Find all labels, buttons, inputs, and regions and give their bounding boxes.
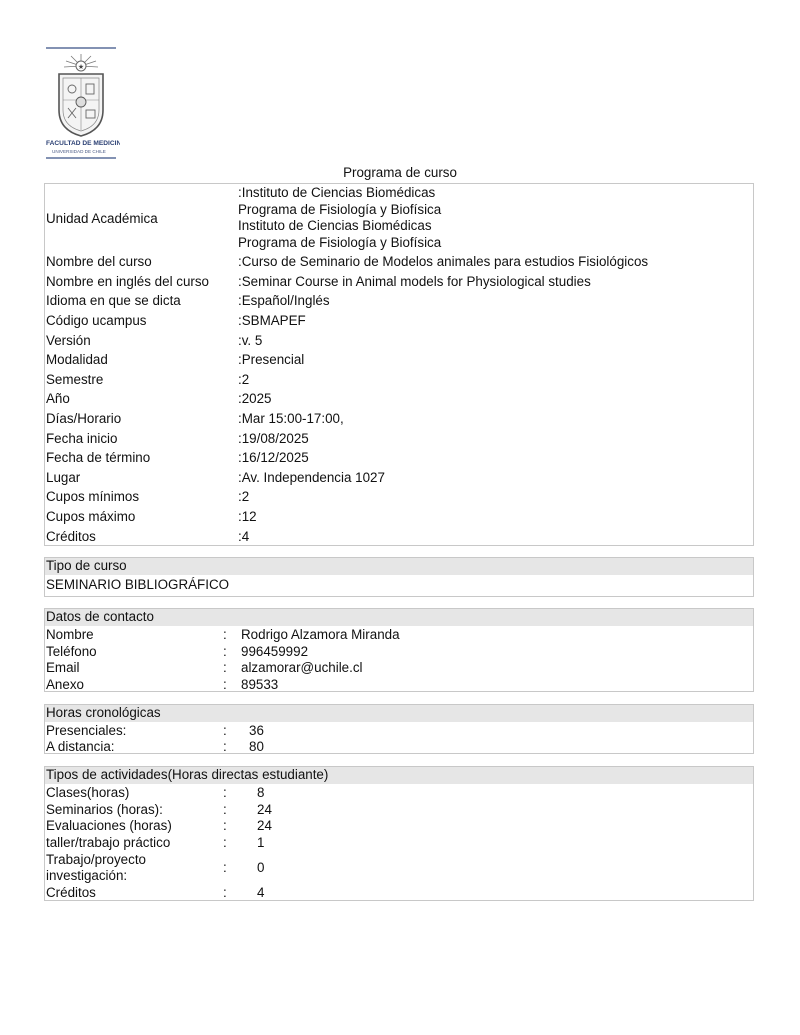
table-row [45,448,753,468]
logo-caption-2: UNIVERSIDAD DE CHILE [52,149,106,154]
table-row [45,643,753,660]
row-label: Versión [46,332,91,348]
row-colon: : [223,784,227,800]
row-label: Nombre en inglés del curso [46,273,210,289]
unidad-line: :Instituto de Ciencias Biomédicas [238,185,436,200]
row-value: 24 [257,818,272,834]
section-header: Datos de contacto [45,609,753,626]
table-row [45,818,753,835]
row-label: Teléfono [46,643,97,659]
table-row [45,428,753,448]
contact-section [44,608,754,692]
table-row [45,468,753,488]
row-colon: : [223,818,227,834]
contact-phone: 996459992 [241,643,309,659]
row-colon: : [223,643,227,659]
row-value: 36 [249,722,264,738]
row-label: Nombre del curso [46,254,152,270]
row-label: Código ucampus [46,313,147,329]
row-value: :19/08/2025 [238,430,309,446]
row-label: Seminarios (horas): [46,801,163,817]
table-row [45,526,753,546]
row-colon: : [223,660,227,676]
table-row [45,739,753,756]
row-value: :v. 5 [238,332,263,348]
table-row [45,507,753,527]
row-value: 4 [257,885,265,901]
page-title: Programa de curso [343,165,457,180]
row-label: Anexo [46,677,84,693]
row-label: Presenciales: [46,722,127,738]
row-label: Unidad Académica [46,210,158,226]
table-row [45,487,753,507]
course-type-value: SEMINARIO BIBLIOGRÁFICO [46,577,230,592]
unidad-value [238,185,441,251]
table-row [45,834,753,851]
row-value: :Presencial [238,352,305,368]
course-type-section [44,557,754,597]
table-row [45,626,753,643]
unidad-line: Programa de Fisiología y Biofísica [238,234,442,250]
row-label [45,852,223,884]
row-colon: : [223,722,227,738]
table-row [45,272,753,292]
row-colon: : [223,835,227,851]
faculty-logo [44,44,120,162]
section-header: Tipo de curso [45,558,753,575]
row-label-line: Trabajo/proyecto [46,851,146,867]
row-label: Nombre [46,626,94,642]
row-value: :4 [238,528,250,544]
row-label: Fecha inicio [46,430,118,446]
table-row [45,784,753,801]
row-value: :2025 [238,391,272,407]
section-header: Tipos de actividades(Horas directas estudiante) [45,767,753,784]
svg-text:★: ★ [77,63,85,71]
contact-name: Rodrigo Alzamora Miranda [241,626,400,642]
row-value: 0 [257,860,265,876]
row-value: 80 [249,739,264,755]
row-label: Créditos [46,528,96,544]
row-label: Modalidad [46,352,108,368]
row-label: Año [46,391,70,407]
hours-section [44,704,754,754]
table-row [45,660,753,677]
table-row [45,252,753,272]
table-row [45,722,753,739]
table-row-unidad [45,184,753,252]
table-row [45,676,753,693]
table-row [45,409,753,429]
table-row [45,370,753,390]
table-row [45,330,753,350]
row-label: Idioma en que se dicta [46,293,181,309]
row-colon: : [223,801,227,817]
contact-email: alzamorar@uchile.cl [241,660,363,676]
row-colon: : [223,885,227,901]
row-value: :SBMAPEF [238,313,306,329]
row-colon: : [223,739,227,755]
row-label: Evaluaciones (horas) [46,818,172,834]
row-label: Fecha de término [46,450,151,466]
row-label: Créditos [46,885,96,901]
row-value: :Av. Independencia 1027 [238,469,385,485]
table-row [45,311,753,331]
row-value: :Seminar Course in Animal models for Physiological studies [238,273,591,289]
unidad-line: Instituto de Ciencias Biomédicas [238,218,432,233]
row-label: A distancia: [46,739,115,755]
row-value: 8 [257,784,265,800]
row-label: taller/trabajo práctico [46,835,171,851]
row-label: Cupos máximo [46,509,136,525]
row-label: Lugar [46,469,81,485]
logo-caption-1: FACULTAD DE MEDICINA [46,140,120,147]
table-row [45,884,753,901]
row-value: 1 [257,835,265,851]
table-row [45,801,753,818]
row-label: Email [46,660,80,676]
contact-extension: 89533 [241,677,279,693]
row-colon: : [223,677,227,693]
row-colon: : [223,860,227,876]
course-info-table [44,183,754,546]
section-header: Horas cronológicas [45,705,753,722]
row-value: :Español/Inglés [238,293,330,309]
row-value: :2 [238,489,250,505]
row-value: :Mar 15:00-17:00, [238,411,344,427]
table-row [45,851,753,884]
row-value: :12 [238,509,257,525]
row-value: 24 [257,801,272,817]
table-row [45,350,753,370]
university-seal-icon [44,44,120,162]
row-colon: : [223,626,227,642]
row-label: Cupos mínimos [46,489,140,505]
table-row [45,389,753,409]
activities-section [44,766,754,901]
table-row [45,291,753,311]
row-label: Días/Horario [46,411,122,427]
row-value: :Curso de Seminario de Modelos animales para estudios Fisiológicos [238,254,649,270]
unidad-line: Programa de Fisiología y Biofísica [238,201,442,217]
row-value: :2 [238,371,250,387]
row-label-line: investigación: [46,867,128,883]
row-label: Clases(horas) [46,784,130,800]
row-label: Semestre [46,371,104,387]
row-value: :16/12/2025 [238,450,309,466]
